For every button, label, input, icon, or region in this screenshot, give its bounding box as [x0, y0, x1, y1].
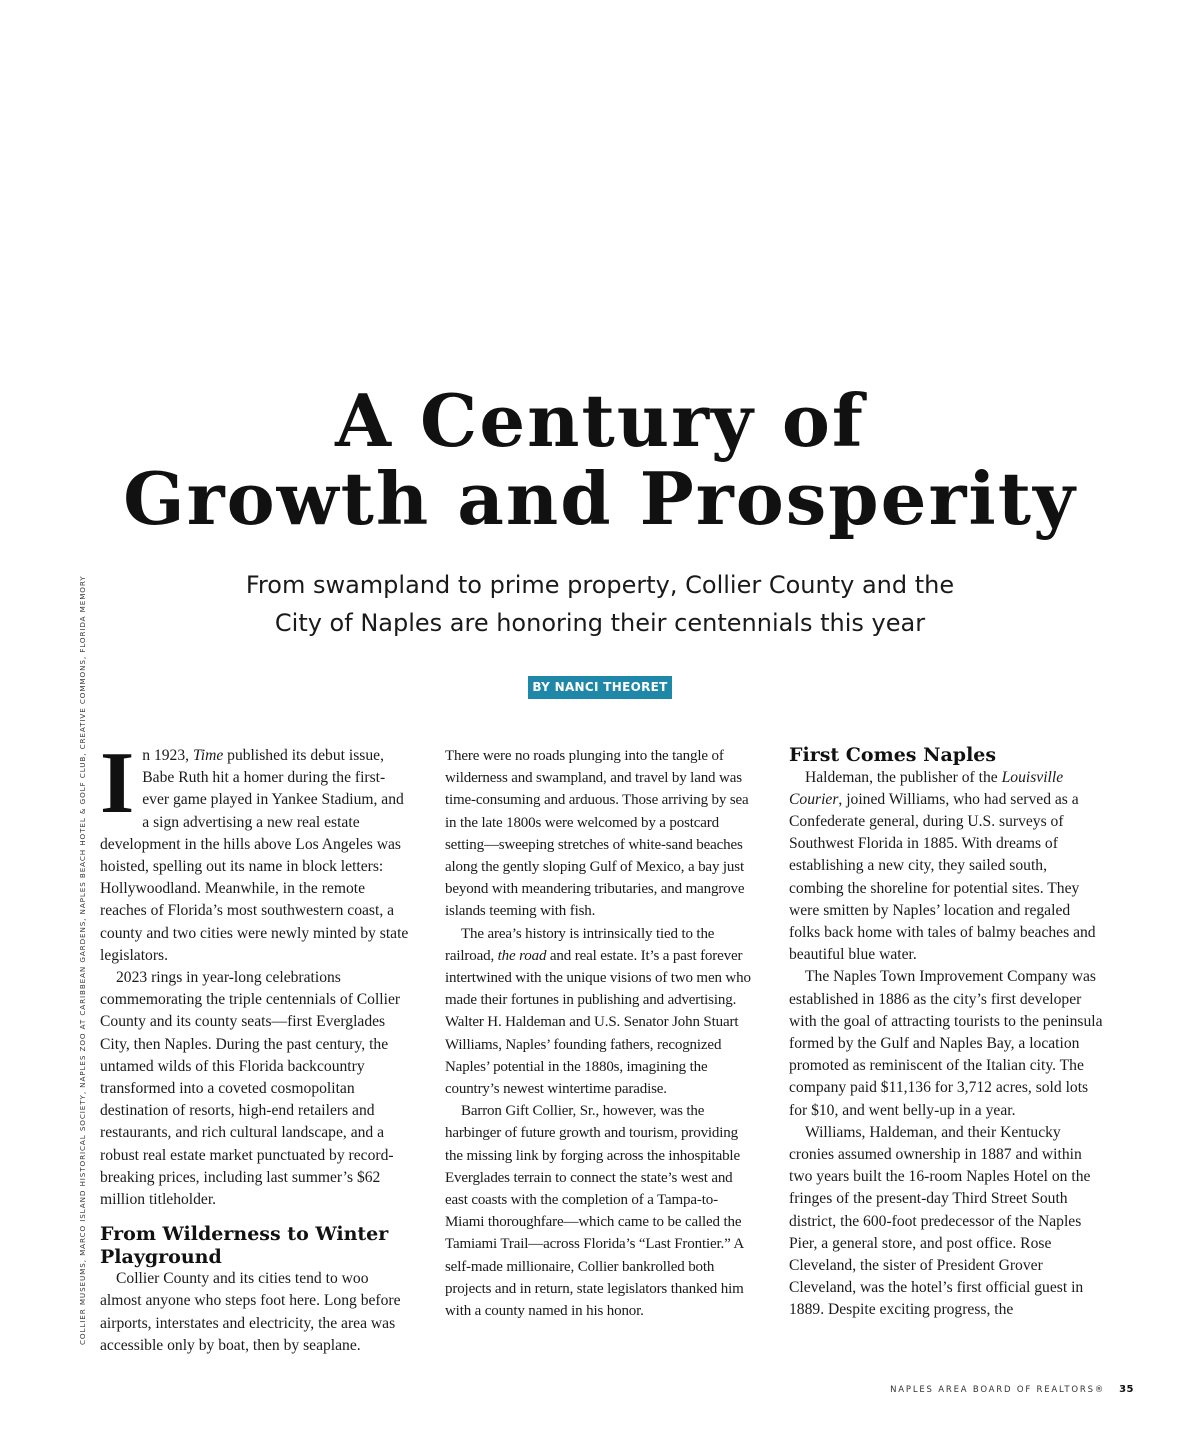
subtitle-line-2: City of Naples are honoring their centennials this year: [274, 609, 926, 637]
paragraph: The area’s history is intrinsically tied to the railroad, the road and real estate. It’s a past forever intertwined with the unique visions of two men who made their fortunes in publishing and advertising. Walter H. Haldeman and U.S. Senator John Stuart Williams, Naples’ founding fathers, recognized Naples’ potential in the 1880s, imagining the country’s newest wintertime paradise.: [445, 925, 751, 1098]
paragraph: 2023 rings in year-long celebrations commemorating the triple centennials of Collier County and its county seats—first Everglades City, then Naples. During the past century, the untamed wilds of this Florida backcountry transformed into a coveted cosmopolitan destination of resorts, high-end retailers and restaurants, and rich cultural landscape, and a robust real estate market punctuated by record-breaking prices, including last summer’s $62 million titleholder.: [100, 969, 401, 1209]
article-column-2: [445, 745, 757, 1322]
title-line-1: A Century of: [335, 378, 865, 463]
paragraph: Barron Gift Collier, Sr., however, was the harbinger of future growth and tourism, providing the missing link by forging across the inhospitable Everglades terrain to connect the state’s west and east coasts with the completion of a Tampa-to-Miami thoroughfare—which came to be called the Tamiami Trail—across Florida’s “Last Frontier.” A self-made millionaire, Collier bankrolled both projects and in return, state legislators thanked him with a county named in his honor.: [445, 1103, 744, 1320]
intro-paragraph: In 1923, Time published its debut issue, Babe Ruth hit a homer during the first-ever game played in Yankee Stadium, and a sign advertising a new real estate development in the hills above Los Angeles was hoisted, spelling out its name in block letters: Hollywoodland. Meanwhile, in the remote reaches of Florida’s most southwestern coast, a county and two cities were newly minted by state legislators.: [100, 735, 409, 964]
time-magazine-italic: Time: [192, 747, 224, 764]
drop-cap: I: [100, 735, 135, 832]
article-subtitle: [0, 566, 1200, 642]
louisville-courier-italic: Louisville Courier: [789, 768, 1064, 808]
paragraph: Williams, Haldeman, and their Kentucky cronies assumed ownership in 1887 and within two years built the 16-room Naples Hotel on the fringes of the present-day Third Street South district, the 600-foot predecessor of the Naples Pier, a general store, and post office. Rose Cleveland, the sister of President Grover Cleveland, was the hotel’s first official guest in 1889. Despite exciting progress, the: [789, 1123, 1091, 1319]
article-column-3: [789, 745, 1104, 1322]
paragraph: There were no roads plunging into the tangle of wilderness and swampland, and travel by land was time-consuming and arduous. Those arriving by sea in the late 1800s were welcomed by a postcard setting—sweeping stretches of white-sand beaches along the gently sloping Gulf of Mexico, a bay just beyond with meandering tributaries, and mangrove islands teeming with fish.: [445, 748, 749, 920]
byline-badge: BY NANCI THEORET: [528, 676, 672, 699]
paragraph: The Naples Town Improvement Company was established in 1886 as the city’s first developer with the goal of attracting tourists to the peninsula formed by the Gulf and Naples Bay, a location promoted as reminiscent of the Italian city. The company paid $11,136 for 3,712 acres, sold lots for $10, and went belly-up in a year.: [789, 968, 1103, 1119]
page-footer: [890, 1384, 1134, 1395]
page-number: 35: [1119, 1384, 1134, 1395]
paragraph: Collier County and its cities tend to woo almost anyone who steps foot here. Long before airports, interstates and electricity, the area was accessible only by boat, then by seaplane.: [100, 1270, 401, 1354]
article-title: [0, 378, 1200, 541]
publication-name: NAPLES AREA BOARD OF REALTORS®: [890, 1385, 1106, 1395]
title-line-2: Growth and Prosperity: [123, 456, 1077, 541]
section-heading-first-comes-naples: First Comes Naples: [789, 744, 997, 766]
photo-credit: COLLIER MUSEUMS, MARCO ISLAND HISTORICAL SOCIETY, NAPLES ZOO AT CARIBBEAN GARDENS, NAPLES BEACH HOTEL & GOLF CLUB, CREATIVE COMMONS, FLORIDA MEMORY: [78, 575, 87, 1345]
the-road-italic: the road: [497, 947, 547, 964]
article-column-1: [100, 735, 412, 1357]
subtitle-line-1: From swampland to prime property, Collier County and the: [245, 571, 955, 599]
paragraph: Haldeman, the publisher of the Louisville Courier, joined Williams, who had served as a Confederate general, during U.S. surveys of Southwest Florida in 1885. With dreams of establishing a new city, they sailed south, combing the shoreline for potential sites. They were smitten by Naples’ location and regaled folks back home with tales of balmy beaches and beautiful blue water.: [789, 768, 1096, 964]
section-heading-wilderness: From Wilderness to Winter Playground: [100, 1223, 389, 1268]
